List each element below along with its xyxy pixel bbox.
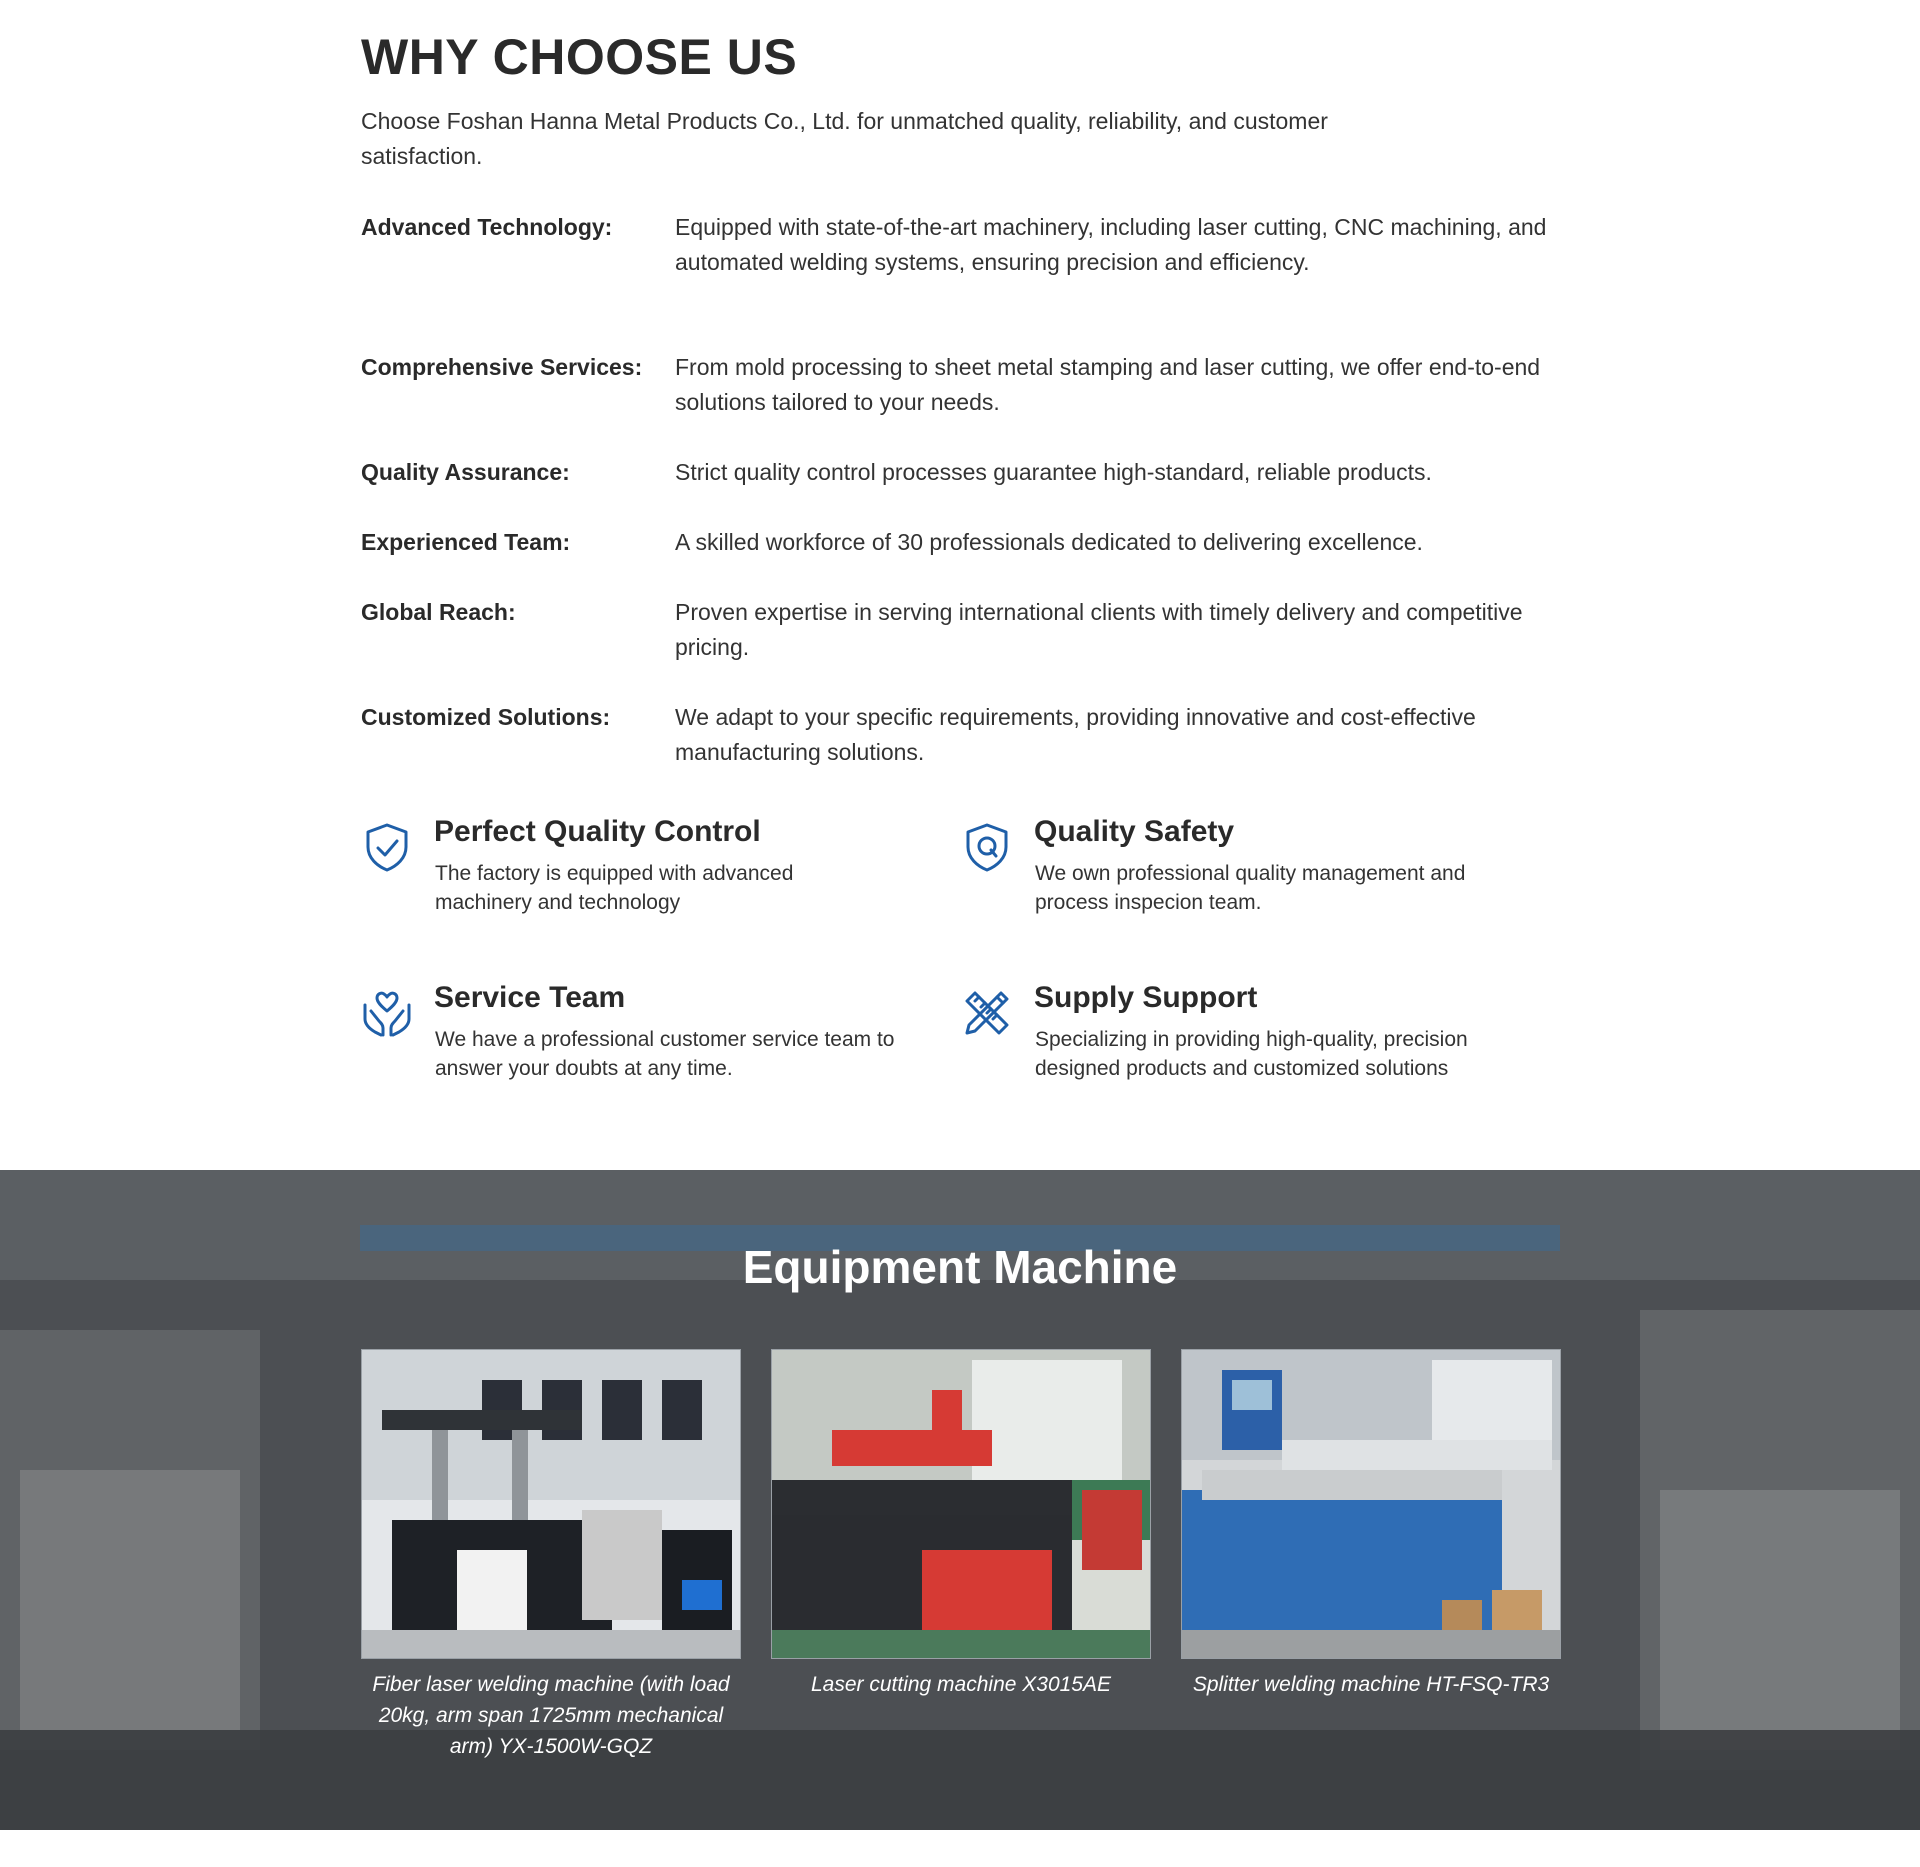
reason-desc: Equipped with state-of-the-art machinery, including laser cutting, CNC machining, and automated welding systems, ensuring precision and efficiency. <box>675 214 1547 275</box>
feature-title: Service Team <box>434 981 626 1014</box>
machine-caption: Laser cutting machine X3015AE <box>810 1673 1112 1696</box>
reason-desc: Proven expertise in serving international clients with timely delivery and competitive pricing. <box>675 599 1523 660</box>
equipment-title: Equipment Machine <box>742 1241 1178 1293</box>
reason-desc: A skilled workforce of 30 professionals dedicated to delivering excellence. <box>675 529 1423 555</box>
feature-title: Quality Safety <box>1034 815 1235 848</box>
feature-service-team <box>361 981 921 1101</box>
machine-caption: Splitter welding machine HT-FSQ-TR3 <box>1192 1673 1550 1696</box>
reason-term: Experienced Team: <box>361 529 571 555</box>
reason-term: Customized Solutions: <box>361 704 611 730</box>
shield-check-icon <box>361 821 413 873</box>
feature-desc: Specializing in providing high-quality, precision designed products and customized solutions <box>1035 1028 1468 1080</box>
machine-caption: Fiber laser welding machine (with load 20kg, arm span 1725mm mechanical arm) YX-1500W-GQZ <box>372 1673 730 1758</box>
feature-title: Supply Support <box>1034 981 1258 1014</box>
reason-desc: Strict quality control processes guarantee high-standard, reliable products. <box>675 459 1432 485</box>
why-title: WHY CHOOSE US <box>361 29 798 85</box>
feature-title: Perfect Quality Control <box>434 815 761 848</box>
reason-term: Comprehensive Services: <box>361 354 643 380</box>
why-intro: Choose Foshan Hanna Metal Products Co., Ltd. for unmatched quality, reliability, and customer satisfaction. <box>361 108 1328 169</box>
reason-desc: We adapt to your specific requirements, providing innovative and cost-effective manufacturing solutions. <box>675 704 1476 765</box>
splitter-welding-machine-photo[interactable] <box>1181 1349 1561 1659</box>
feature-desc: We have a professional customer service team to answer your doubts at any time. <box>435 1028 895 1080</box>
feature-desc: The factory is equipped with advanced machinery and technology <box>435 862 794 914</box>
fiber-laser-welding-machine-photo[interactable] <box>361 1349 741 1659</box>
pencil-ruler-icon <box>961 987 1013 1039</box>
feature-desc: We own professional quality management and process inspecion team. <box>1035 862 1466 914</box>
feature-supply-support <box>961 981 1521 1101</box>
reason-term: Quality Assurance: <box>361 459 570 485</box>
feature-perfect-quality-control <box>361 815 921 935</box>
equipment-section <box>0 1170 1920 1830</box>
shield-q-icon <box>961 821 1013 873</box>
feature-quality-safety <box>961 815 1521 935</box>
reason-term: Global Reach: <box>361 599 516 625</box>
laser-cutting-machine-photo[interactable] <box>771 1349 1151 1659</box>
reason-term: Advanced Technology: <box>361 214 613 240</box>
hands-heart-icon <box>361 987 413 1039</box>
reason-desc: From mold processing to sheet metal stamping and laser cutting, we offer end-to-end solutions tailored to your needs. <box>675 354 1541 415</box>
